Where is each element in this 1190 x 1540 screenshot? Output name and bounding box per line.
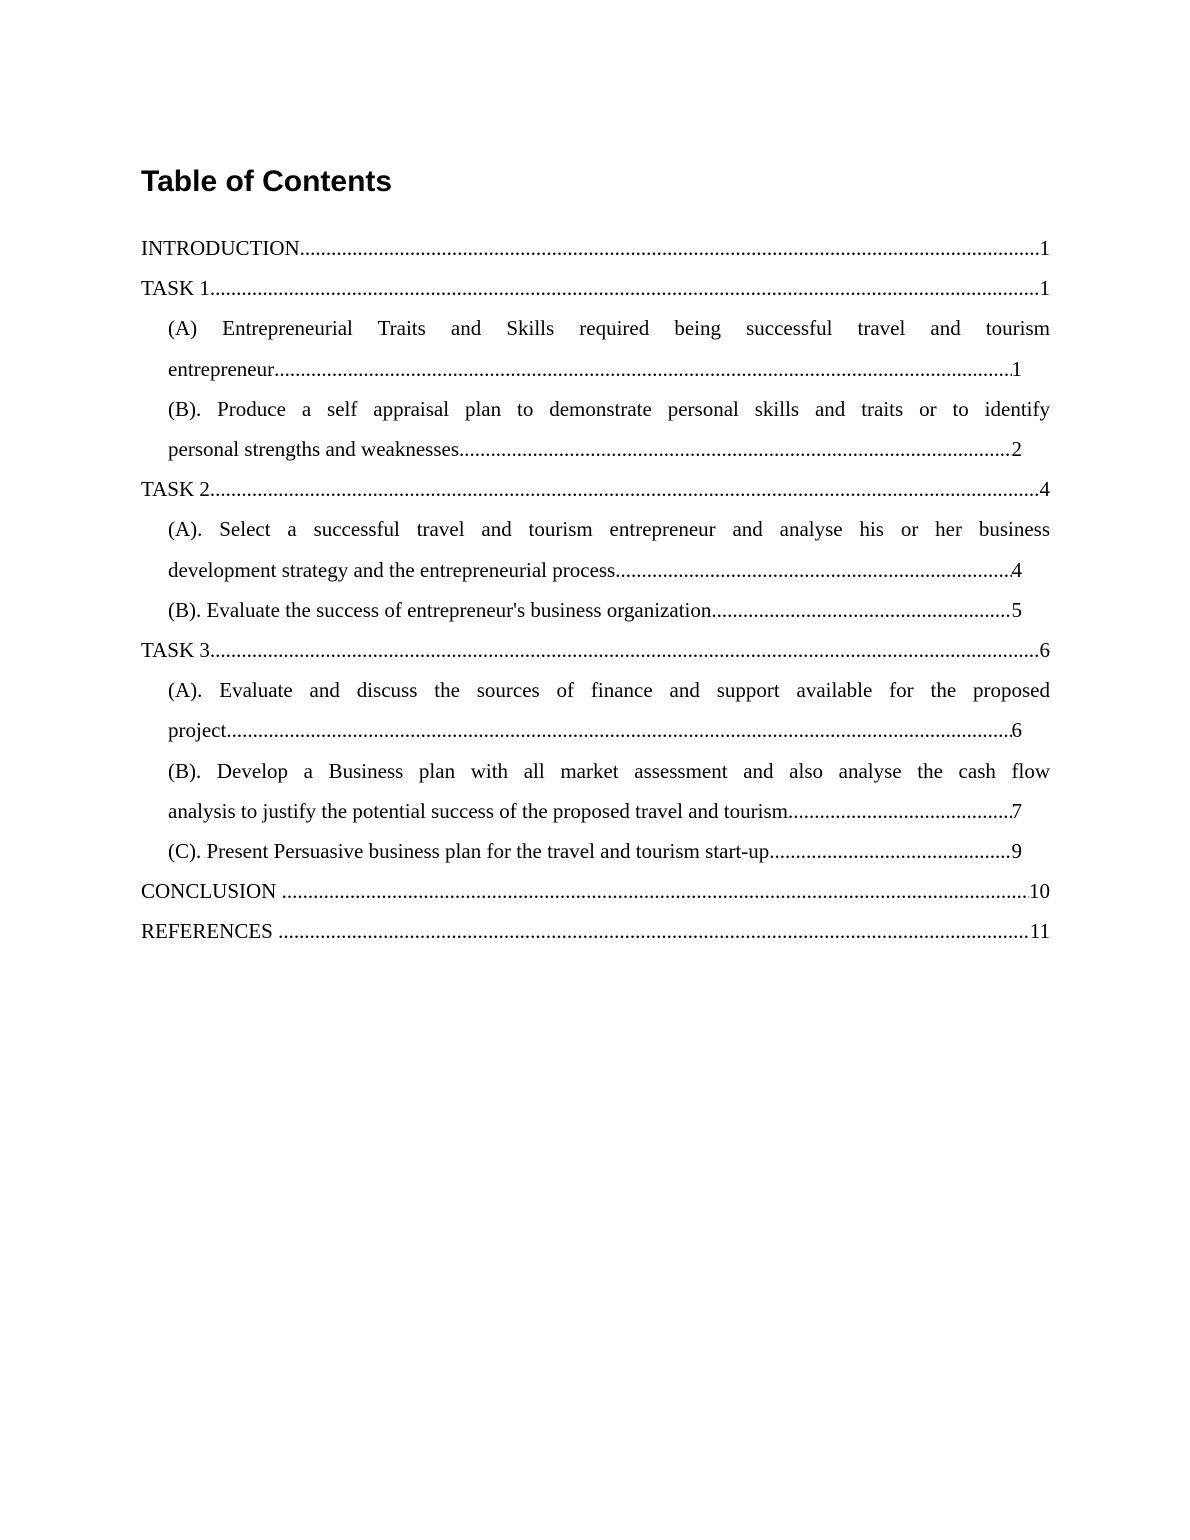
toc-entry-label: CONCLUSION bbox=[141, 879, 282, 904]
toc-title: Table of Contents bbox=[141, 165, 393, 198]
toc-entry-label: INTRODUCTION bbox=[141, 236, 300, 260]
toc-entry-task1[interactable] bbox=[141, 268, 1050, 308]
toc-entry-task3[interactable] bbox=[141, 630, 1050, 670]
toc-entry-label: TASK 3 bbox=[141, 638, 210, 663]
dot-leader bbox=[274, 349, 1011, 389]
dot-leader bbox=[278, 911, 1030, 951]
toc-entry-introduction[interactable] bbox=[141, 228, 1050, 268]
toc-entry-label-line1: (B). Develop a Business plan with all market assessment and also analyse the cash flow bbox=[168, 758, 1050, 783]
dot-leader bbox=[615, 550, 1011, 590]
toc-page-number: 11 bbox=[1029, 919, 1050, 944]
toc-entry-label-line1: (A). Select a successful travel and tourism entrepreneur and analyse his or her business bbox=[168, 517, 1050, 542]
toc-page-number: 5 bbox=[1011, 597, 1022, 622]
toc-entry-label: (C). Present Persuasive business plan for the travel and tourism start-up bbox=[168, 839, 770, 864]
toc-entry-label: TASK 2 bbox=[141, 477, 210, 502]
toc-entry-task3-c[interactable] bbox=[141, 831, 1022, 871]
dot-leader bbox=[282, 871, 1029, 911]
toc-entry-label-line1: (A) Entrepreneurial Traits and Skills required being successful travel and tourism bbox=[168, 316, 1050, 341]
toc-page-number: 1 bbox=[1039, 276, 1050, 301]
dot-leader bbox=[459, 429, 1011, 469]
dot-leader bbox=[300, 228, 1040, 268]
toc-entry-label-line1: (B). Produce a self appraisal plan to demonstrate personal skills and traits or to identify bbox=[168, 396, 1050, 421]
dot-leader bbox=[226, 710, 1011, 750]
dot-leader bbox=[210, 469, 1040, 509]
toc-entry-conclusion[interactable] bbox=[141, 871, 1050, 911]
toc-entry-label-line2: personal strengths and weaknesses bbox=[168, 437, 460, 462]
toc-list bbox=[141, 228, 1050, 952]
toc-entry-task2-b[interactable] bbox=[141, 590, 1022, 630]
toc-page-number: 10 bbox=[1029, 879, 1050, 904]
toc-entry-task1-a[interactable] bbox=[141, 308, 1050, 388]
toc-page-number: 7 bbox=[1011, 798, 1022, 823]
toc-entry-label: REFERENCES bbox=[141, 919, 279, 944]
toc-page-number: 4 bbox=[1011, 557, 1022, 582]
dot-leader bbox=[210, 268, 1040, 308]
toc-entry-label-line2: project bbox=[168, 718, 227, 743]
dot-leader bbox=[210, 630, 1040, 670]
toc-page-number: 6 bbox=[1011, 718, 1022, 743]
toc-entry-label-line2: analysis to justify the potential success of the proposed travel and tourism bbox=[168, 798, 788, 823]
document-page bbox=[141, 160, 1050, 952]
toc-entry-label: TASK 1 bbox=[141, 276, 210, 301]
toc-entry-label: (B). Evaluate the success of entrepreneur's business organization bbox=[168, 597, 712, 622]
toc-entry-task2[interactable] bbox=[141, 469, 1050, 509]
toc-entry-task3-b[interactable] bbox=[141, 751, 1050, 831]
toc-page-number: 1 bbox=[1039, 236, 1050, 260]
toc-page-number: 4 bbox=[1039, 477, 1050, 502]
dot-leader bbox=[769, 831, 1011, 871]
toc-entry-task1-b[interactable] bbox=[141, 389, 1050, 469]
toc-entry-task2-a[interactable] bbox=[141, 509, 1050, 589]
toc-page-number: 6 bbox=[1039, 638, 1050, 663]
toc-entry-task3-a[interactable] bbox=[141, 670, 1050, 750]
toc-page-number: 2 bbox=[1011, 437, 1022, 462]
toc-entry-references[interactable] bbox=[141, 911, 1050, 951]
toc-entry-label-line1: (A). Evaluate and discuss the sources of finance and support available for the proposed bbox=[168, 678, 1050, 703]
toc-entry-label-line2: entrepreneur bbox=[168, 356, 275, 381]
toc-page-number: 9 bbox=[1011, 839, 1022, 864]
dot-leader bbox=[788, 791, 1012, 831]
dot-leader bbox=[711, 590, 1011, 630]
toc-page-number: 1 bbox=[1011, 356, 1022, 381]
toc-entry-label-line2: development strategy and the entrepreneurial process bbox=[168, 557, 616, 582]
